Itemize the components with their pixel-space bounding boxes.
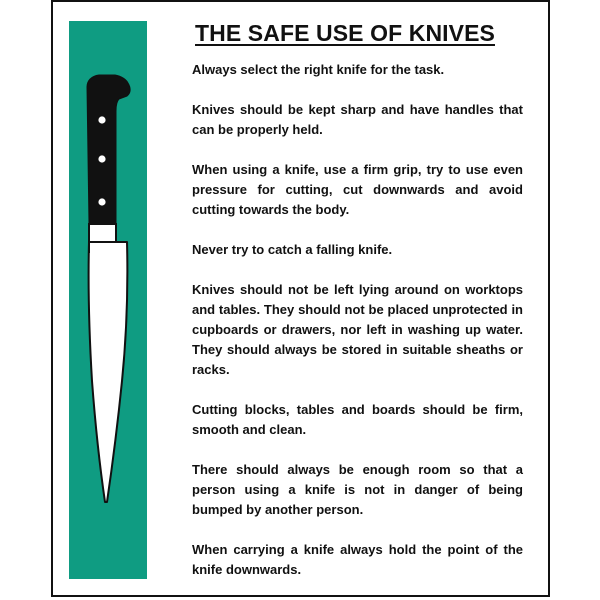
page-title: THE SAFE USE OF KNIVES	[195, 20, 495, 46]
rule-item: Knives should be kept sharp and have handles that can be properly held.	[192, 102, 523, 137]
knife-bolster	[89, 224, 116, 242]
rule-item: Never try to catch a falling knife.	[192, 242, 393, 257]
rule-item: When carrying a knife always hold the point of the knife downwards.	[192, 542, 523, 577]
handle-rivet	[98, 155, 105, 162]
rule-item: Cutting blocks, tables and boards should be firm, smooth and clean.	[192, 402, 523, 437]
rules-list	[192, 60, 523, 600]
chef-knife-icon	[69, 21, 147, 579]
knife-blade	[89, 242, 128, 502]
handle-rivet	[98, 198, 105, 205]
rule-item: There should always be enough room so that a person using a knife is not in danger of being bumped by another person.	[192, 462, 523, 517]
knife-handle	[87, 75, 130, 224]
rule-item: When using a knife, use a firm grip, try to use even pressure for cutting, cut downwards and avoid cutting towards the body.	[192, 162, 523, 217]
rule-item: Always select the right knife for the task.	[192, 62, 445, 77]
handle-rivet	[98, 116, 105, 123]
rule-item: Knives should not be left lying around on worktops and tables. They should not be placed unprotected in cupboards or drawers, nor left in washing up water. They should always be stored in suitable sheaths or racks.	[192, 282, 523, 377]
